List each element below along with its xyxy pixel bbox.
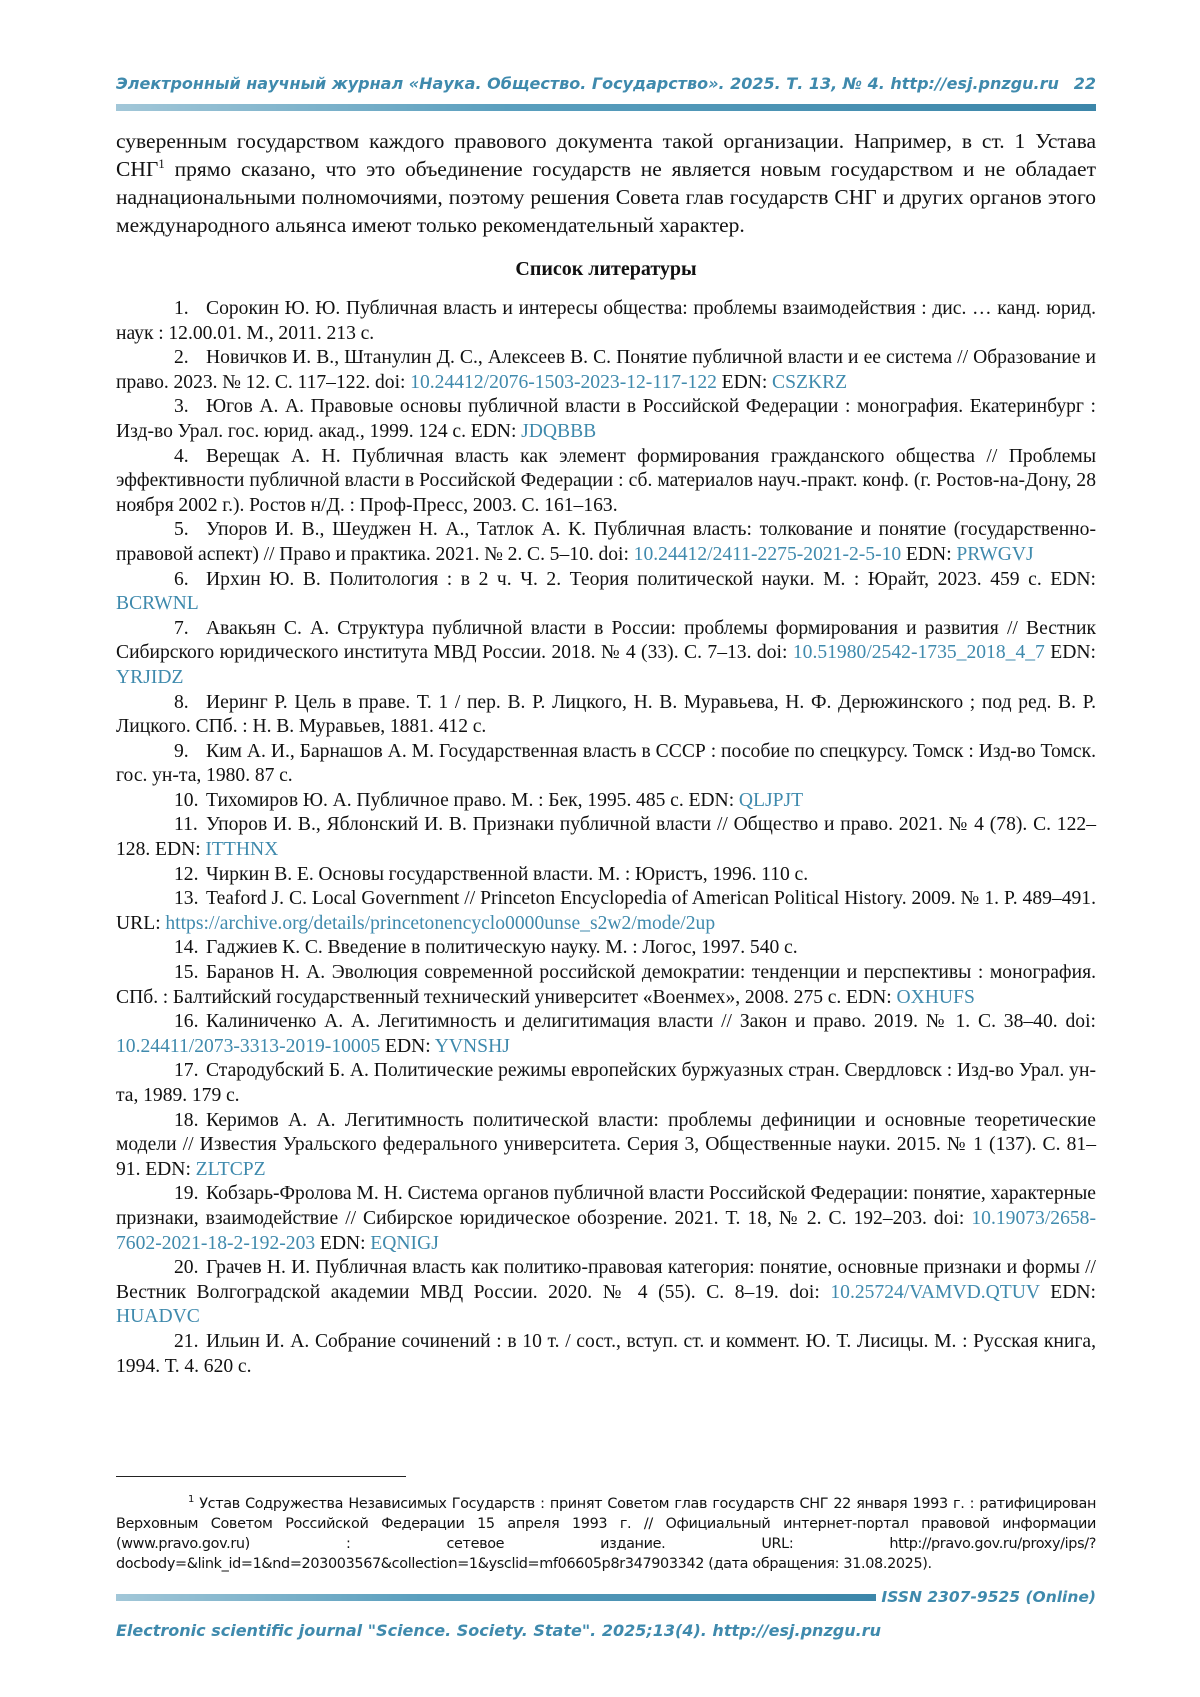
reference-text: Ирхин Ю. В. Политология : в 2 ч. Ч. 2. Теория политической науки. М. : Юрайт, 2023. 459 с. EDN: — [206, 568, 1096, 590]
reference-number: 21. — [174, 1330, 199, 1352]
reference-item — [116, 936, 1096, 961]
reference-text: Кобзарь-Фролова М. Н. Система органов публичной власти Российской Федерации: понятие, характерные признаки, взаимодействие // Сибирское юридическое обозрение. 2021. Т. 18, № 2. С. 192–203. doi: — [116, 1183, 1096, 1229]
reference-edn-link[interactable]: PRWGVJ — [956, 543, 1034, 565]
reference-item — [116, 1059, 1096, 1108]
reference-text: Верещак А. Н. Публичная власть как элемент формирования гражданского общества // Проблемы эффективности публичной власти в Российской Федерации : сб. материалов науч.-практ. конф. (г. Ростов-на-Дону, 28 ноября 2002 г.). Ростов н/Д. : Проф-Пресс, 2003. С. 161–163. — [116, 445, 1096, 516]
issn-label: ISSN 2307-9525 (Online) — [881, 1588, 1096, 1606]
reference-number: 17. — [174, 1060, 199, 1082]
header-rule — [116, 104, 1096, 111]
reference-edn-link[interactable]: YVNSHJ — [434, 1035, 510, 1057]
reference-text: Ким А. И., Барнашов А. М. Государственная власть в СССР : пособие по спецкурсу. Томск : Изд-во Томск. гос. ун-та, 1980. 87 с. — [116, 740, 1096, 787]
header-journal-title: Электронный научный журнал «Наука. Общество. Государство». 2025. Т. 13, № 4. http://esj.pnzgu.ru — [116, 74, 1059, 93]
reference-number: 10. — [174, 789, 199, 811]
reference-link[interactable]: JDQBBB — [521, 420, 597, 442]
reference-number: 11. — [174, 814, 198, 836]
reference-number: 2. — [174, 347, 189, 369]
reference-edn-link[interactable]: CSZKRZ — [772, 371, 848, 393]
reference-link[interactable]: 10.51980/2542-1735_2018_4_7 — [792, 642, 1045, 664]
reference-number: 18. — [174, 1109, 199, 1131]
reference-link[interactable]: 10.24412/2411-2275-2021-2-5-10 — [633, 543, 902, 565]
reference-list — [116, 297, 1096, 1379]
reference-link[interactable]: 10.24411/2073-3313-2019-10005 — [116, 1035, 381, 1057]
reference-edn-link[interactable]: EQNIGJ — [370, 1232, 439, 1254]
reference-text: Сорокин Ю. Ю. Публичная власть и интересы общества: проблемы взаимодействия : дис. … канд. юрид. наук : 12.00.01. М., 2011. 213 с. — [116, 298, 1096, 344]
reference-number: 19. — [174, 1183, 199, 1205]
footnote-mark: 1 — [188, 1494, 195, 1505]
reference-number: 8. — [174, 691, 189, 713]
footnote-separator — [116, 1476, 406, 1477]
reference-text: Иеринг Р. Цель в праве. Т. 1 / пер. В. Р. Лицкого, Н. В. Муравьева, Н. Ф. Дерюжинского ; под ред. В. Р. Лицкого. СПб. : Н. В. Муравьев, 1881. 412 с. — [116, 691, 1096, 738]
reference-item — [116, 1330, 1096, 1379]
reference-item — [116, 617, 1096, 691]
footer-journal-title: Electronic scientific journal "Science. Society. State". 2025;13(4). http://esj.pnzgu.ru — [116, 1621, 881, 1640]
reference-link[interactable]: OXHUFS — [896, 986, 975, 1008]
reference-text: Стародубский Б. А. Политические режимы европейских буржуазных стран. Свердловск : Изд-во Урал. ун-та, 1989. 179 с. — [116, 1060, 1096, 1106]
reference-item — [116, 297, 1096, 346]
running-header — [116, 74, 1096, 98]
reference-link[interactable]: QLJPJT — [738, 789, 804, 811]
page-number: 22 — [1073, 74, 1096, 93]
reference-link[interactable]: BCRWNL — [116, 593, 199, 615]
bibliography-title: Список литературы — [515, 258, 697, 280]
reference-link[interactable]: https://archive.org/details/princetonencyclo0000unse_s2w2/mode/2up — [165, 912, 716, 934]
reference-edn-label: EDN: — [315, 1232, 371, 1254]
reference-number: 9. — [174, 740, 189, 762]
reference-edn-link[interactable]: HUADVC — [116, 1306, 200, 1328]
body-text-part2: прямо сказано, что это объединение государств не является новым государством и не обладает наднациональными полномочиями, поэтому решения Совета глав государств СНГ и других органов этого международного альянса имеют только рекомендательный характер. — [116, 157, 1096, 237]
reference-number: 15. — [174, 962, 199, 984]
reference-item — [116, 568, 1096, 617]
body-paragraph — [116, 127, 1096, 239]
reference-number: 12. — [174, 863, 199, 885]
reference-link[interactable]: 10.24412/2076-1503-2023-12-117-122 — [410, 371, 717, 393]
reference-text: Югов А. А. Правовые основы публичной власти в Российской Федерации : монография. Екатеринбург : Изд-во Урал. гос. юрид. акад., 1999. 124 с. EDN: — [116, 396, 1096, 442]
reference-text: Калиниченко А. А. Легитимность и делигитимация власти // Закон и право. 2019. № 1. С. 38–40. doi: — [206, 1011, 1096, 1033]
reference-number: 1. — [174, 298, 189, 319]
reference-number: 20. — [174, 1257, 199, 1279]
reference-item — [116, 518, 1096, 567]
reference-link[interactable]: 10.25724/VAMVD.QTUV — [830, 1281, 1040, 1303]
reference-text: Новичков И. В., Штанулин Д. С., Алексеев В. С. Понятие публичной власти и ее система // Образование и право. 2023. № 12. С. 117–122. doi: — [116, 347, 1096, 393]
reference-edn-link[interactable]: YRJIDZ — [116, 666, 184, 688]
reference-link[interactable]: 10.19073/2658-7602-2021-18-2-192-203 — [116, 1207, 1096, 1254]
reference-edn-label: EDN: — [1039, 1281, 1096, 1303]
reference-link[interactable]: ZLTCPZ — [195, 1158, 266, 1180]
reference-text: Авакьян С. А. Структура публичной власти в России: проблемы формирования и развития // Вестник Сибирского юридического института МВД России. 2018. № 4 (33). С. 7–13. doi: — [116, 617, 1096, 664]
reference-item — [116, 961, 1096, 1010]
reference-text: Грачев Н. И. Публичная власть как политико-правовая категория: понятие, основные признаки и формы // Вестник Волгоградской академии МВД России. 2020. № 4 (55). С. 8–19. doi: — [116, 1257, 1096, 1303]
reference-text: Гаджиев К. С. Введение в политическую науку. М. : Логос, 1997. 540 с. — [206, 937, 798, 959]
reference-edn-label: EDN: — [380, 1035, 435, 1057]
reference-edn-label: EDN: — [901, 543, 957, 565]
reference-number: 16. — [174, 1011, 199, 1033]
reference-link[interactable]: ITTHNX — [205, 839, 279, 861]
reference-text: Упоров И. В., Шеуджен Н. А., Татлок А. К. Публичная власть: толкование и понятие (государственно-правовой аспект) // Право и практика. 2021. № 2. С. 5–10. doi: — [116, 519, 1096, 565]
reference-number: 5. — [174, 519, 189, 541]
reference-item — [116, 1256, 1096, 1330]
footer-rule — [116, 1594, 876, 1601]
reference-number: 14. — [174, 937, 199, 959]
reference-edn-label: EDN: — [1044, 642, 1096, 664]
reference-text: Баранов Н. А. Эволюция современной российской демократии: тенденции и перспективы : монография. СПб. : Балтийский государственный технический университет «Военмех», 2008. 275 с. EDN: — [116, 962, 1096, 1008]
reference-text: Тихомиров Ю. А. Публичное право. М. : Бек, 1995. 485 с. EDN: — [206, 789, 739, 811]
reference-item — [116, 395, 1096, 444]
reference-number: 4. — [174, 445, 189, 467]
reference-item — [116, 887, 1096, 936]
footnote-ref[interactable]: 1 — [158, 155, 165, 171]
reference-number: 13. — [174, 888, 199, 910]
footnote-text: Устав Содружества Независимых Государств : принят Советом глав государств СНГ 22 января 1993 г. : ратифицирован Верховным Советом Российской Федерации 15 апреля 1993 г. // Официальный интернет-портал правовой информации (www.pravo.gov.ru) : сетевое издание. URL: http://pravo.gov.ru/proxy/ips/?docbody=&link_id=1&nd=203003567&collection=1&ysclid=mf06605p8r347903342 (дата обращения: 31.08.2025). — [116, 1495, 1096, 1573]
reference-item — [116, 1109, 1096, 1183]
reference-item — [116, 691, 1096, 740]
body-text-part1: суверенным государством каждого правового документа такой организации. Например, в ст. 1 Устава СНГ — [116, 129, 1096, 181]
reference-item — [116, 813, 1096, 862]
reference-item — [116, 740, 1096, 789]
reference-item — [116, 1010, 1096, 1059]
reference-text: Ильин И. А. Собрание сочинений : в 10 т. / сост., вступ. ст. и коммент. Ю. Т. Лисицы. М. : Русская книга, 1994. Т. 4. 620 с. — [116, 1330, 1096, 1377]
reference-number: 7. — [174, 617, 189, 639]
reference-item — [116, 346, 1096, 395]
reference-item — [116, 445, 1096, 519]
footnote — [116, 1490, 1096, 1575]
reference-item — [116, 789, 1096, 814]
reference-text: Керимов А. А. Легитимность политической власти: проблемы дефиниции и основные теоретические модели // Известия Уральского федерального университета. Серия 3, Общественные науки. 2015. № 1 (137). С. 81–91. EDN: — [116, 1109, 1096, 1180]
reference-text: Teaford J. C. Local Government // Princeton Encyclopedia of American Political History. 2009. № 1. P. 489–491. URL: — [116, 888, 1096, 934]
reference-edn-label: EDN: — [716, 371, 773, 393]
reference-number: 3. — [174, 396, 189, 418]
reference-number: 6. — [174, 568, 189, 590]
reference-text: Чиркин В. Е. Основы государственной власти. М. : Юристъ, 1996. 110 с. — [206, 863, 809, 885]
reference-item — [116, 863, 1096, 888]
reference-text: Упоров И. В., Яблонский И. В. Признаки публичной власти // Общество и право. 2021. № 4 (78). С. 122–128. EDN: — [116, 814, 1096, 861]
reference-item — [116, 1182, 1096, 1256]
